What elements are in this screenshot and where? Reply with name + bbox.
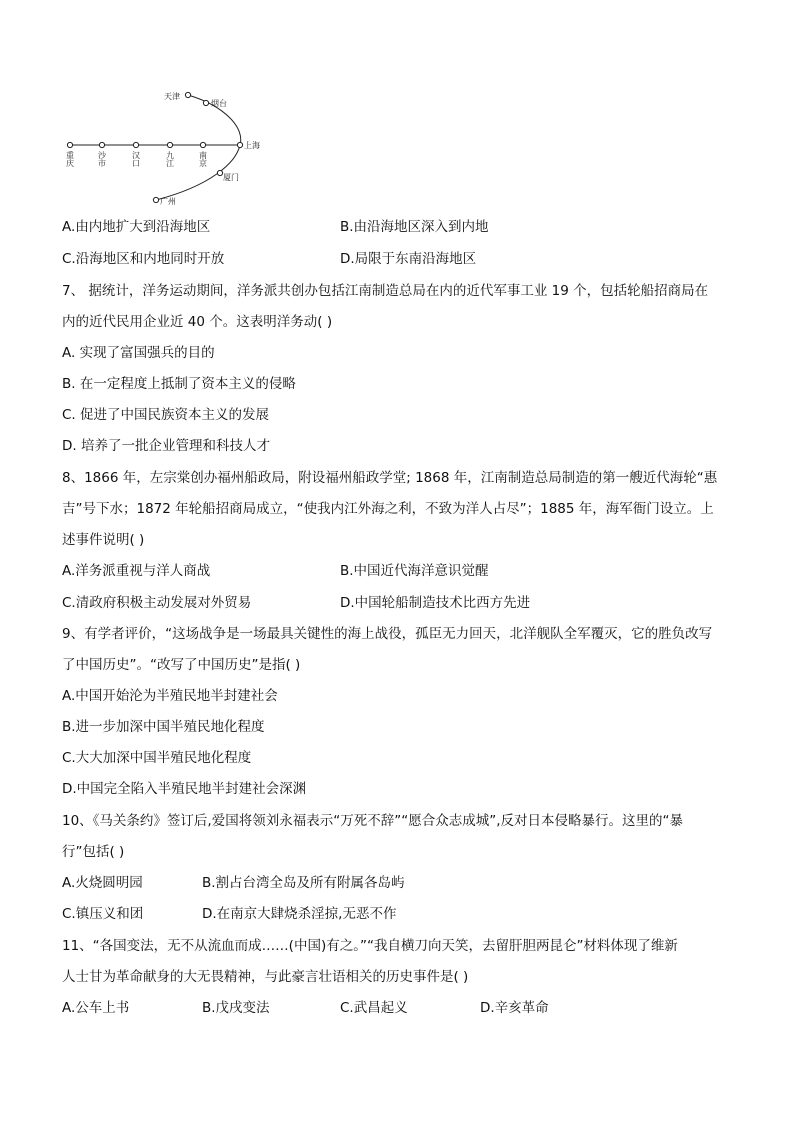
q6-option-b: B.由沿海地区深入到内地 xyxy=(340,219,489,235)
node-nanjing xyxy=(200,142,205,147)
label-yantai: 烟台 xyxy=(211,99,227,108)
treaty-ports-map xyxy=(60,88,280,208)
q11-option-b: B.戊戌变法 xyxy=(202,1000,270,1016)
label-hankou: 汉口 xyxy=(131,151,141,167)
q8-option-c: C.清政府积极主动发展对外贸易 xyxy=(62,595,252,611)
q10-option-b: B.割占台湾全岛及所有附属各岛屿 xyxy=(202,875,405,891)
q9-option-d: D.中国完全陷入半殖民地半封建社会深渊 xyxy=(62,781,307,797)
node-xiamen xyxy=(217,170,222,175)
q11-stem-line2: 人士甘为革命献身的大无畏精神，与此豪言壮语相关的历史事件是( ) xyxy=(62,969,469,985)
q11-stem-line1: 11、“各国变法，无不从流血而成……(中国)有之。”“我自横刀向天笑，去留肝胆两昆仑”材料体现了维新 xyxy=(62,938,678,954)
node-yantai xyxy=(203,100,208,105)
label-jiujiang: 九江 xyxy=(165,151,175,167)
node-hankou xyxy=(133,142,138,147)
q8-option-d: D.中国轮船制造技术比西方先进 xyxy=(340,595,531,611)
q11-option-c: C.武昌起义 xyxy=(340,1000,408,1016)
q8-option-b: B.中国近代海洋意识觉醒 xyxy=(340,563,489,579)
q9-stem-line1: 9、有学者评价，“这场战争是一场最具关键性的海上战役，孤臣无力回天，北洋舰队全军覆灭，它的胜负改写 xyxy=(62,626,713,642)
q6-option-a: A.由内地扩大到沿海地区 xyxy=(62,219,211,235)
node-jiujiang xyxy=(167,142,172,147)
q9-option-b: B.进一步加深中国半殖民地化程度 xyxy=(62,719,265,735)
q11-option-a: A.公车上书 xyxy=(62,1000,130,1016)
label-shanghai: 上海 xyxy=(244,141,260,150)
label-guangzhou: 广州 xyxy=(160,197,176,206)
q10-option-d: D.在南京大肆烧杀淫掠,无恶不作 xyxy=(202,906,397,922)
q7-option-a: A. 实现了富国强兵的目的 xyxy=(62,345,215,361)
node-tianjin xyxy=(185,92,190,97)
node-guangzhou xyxy=(153,197,158,202)
q11-option-d: D.辛亥革命 xyxy=(480,1000,549,1016)
q10-option-c: C.镇压义和团 xyxy=(62,906,144,922)
q10-stem-line1: 10、《马关条约》签订后,爱国将领刘永福表示“万死不辞”“愿合众志成城”,反对日本侵略暴行。这里的“暴 xyxy=(62,813,683,829)
q6-option-c: C.沿海地区和内地同时开放 xyxy=(62,251,225,267)
q7-option-c: C. 促进了中国民族资本主义的发展 xyxy=(62,407,270,423)
q10-option-a: A.火烧圆明园 xyxy=(62,875,143,891)
route-diagram xyxy=(60,88,280,208)
q8-option-a: A.洋务派重视与洋人商战 xyxy=(62,563,211,579)
label-xiamen: 厦门 xyxy=(223,173,239,182)
q7-stem-line1: 7、 据统计，洋务运动期间，洋务派共创办包括江南制造总局在内的近代军事工业 19 个，包括轮船招商局在 xyxy=(62,283,709,299)
q9-option-a: A.中国开始沦为半殖民地半封建社会 xyxy=(62,688,278,704)
node-chongqing xyxy=(67,142,72,147)
q8-stem-line1: 8、1866 年，左宗棠创办福州船政局，附设福州船政学堂; 1868 年，江南制造总局制造的第一艘近代海轮“惠 xyxy=(62,470,718,486)
node-shanghai xyxy=(237,142,242,147)
q9-option-c: C.大大加深中国半殖民地化程度 xyxy=(62,750,252,766)
label-chongqing: 重庆 xyxy=(65,151,75,167)
node-shashi xyxy=(99,142,104,147)
q6-option-d: D.局限于东南沿海地区 xyxy=(340,251,477,267)
q8-stem-line3: 述事件说明( ) xyxy=(62,532,145,548)
label-shashi: 沙市 xyxy=(97,151,107,167)
q9-stem-line2: 了中国历史”。“改写了中国历史”是指( ) xyxy=(62,657,301,673)
q10-stem-line2: 行”包括( ) xyxy=(62,844,125,860)
q7-stem-line2: 内的近代民用企业近 40 个。这表明洋务动( ) xyxy=(62,314,333,330)
q7-option-b: B. 在一定程度上抵制了资本主义的侵略 xyxy=(62,376,296,392)
q8-stem-line2: 吉”号下水；1872 年轮船招商局成立，“使我内江外海之利，不致为洋人占尽”；1885 年，海军衙门设立。上 xyxy=(62,501,714,517)
label-tianjin: 天津 xyxy=(164,92,180,101)
label-nanjing: 南京 xyxy=(198,151,208,167)
q7-option-d: D. 培养了一批企业管理和科技人才 xyxy=(62,438,270,454)
